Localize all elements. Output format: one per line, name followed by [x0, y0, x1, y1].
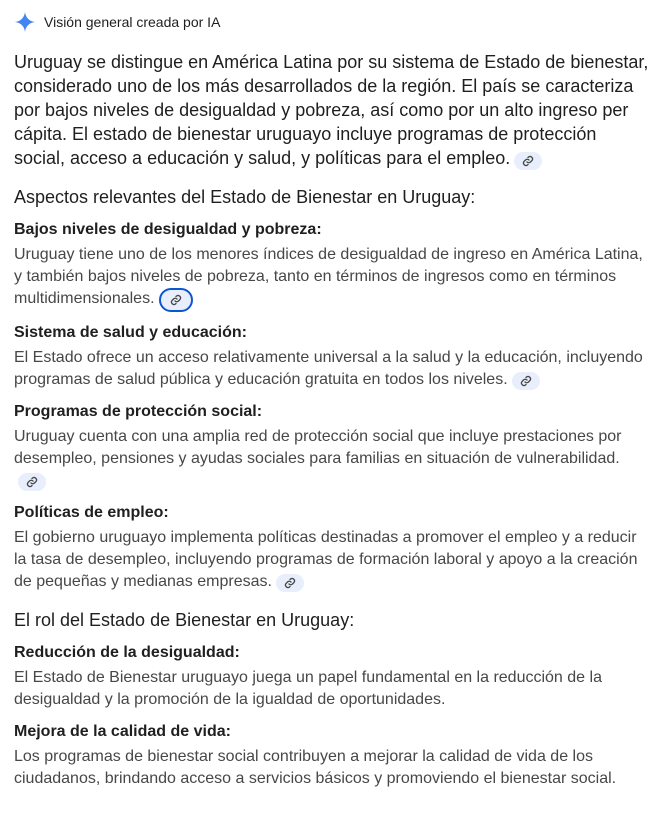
link-icon: [520, 375, 532, 387]
item-title: Sistema de salud y educación:: [14, 324, 247, 341]
list-item: [14, 502, 650, 593]
link-icon: [522, 155, 534, 167]
item-text: El gobierno uruguayo implementa políticas destinadas a promover el empleo y a reducir la tasa de desempleo, incluyendo programas de formación laboral y apoyo a la creación de pequeñas y medianas empresas.: [14, 529, 638, 590]
item-title: Reducción de la desigualdad:: [14, 644, 240, 661]
item-body: [14, 347, 650, 391]
source-link-chip[interactable]: [512, 372, 540, 390]
source-link-chip[interactable]: [18, 473, 46, 491]
item-text: Uruguay tiene uno de los menores índices de desigualdad de ingreso en América Latina, y también bajos niveles de pobreza, tanto en términos de ingresos como en términos multidimensionales.: [14, 246, 643, 307]
ai-overview-header: [14, 0, 650, 44]
item-text: El Estado ofrece un acceso relativamente universal a la salud y la educación, incluyendo programas de salud pública y educación gratuita en todos los niveles.: [14, 349, 643, 388]
list-item: [14, 401, 650, 492]
link-icon: [170, 294, 182, 306]
item-body: El Estado de Bienestar uruguayo juega un papel fundamental en la reducción de la desigualdad y la promoción de la igualdad de oportunidades.: [14, 669, 602, 708]
source-link-chip[interactable]: [276, 574, 304, 592]
list-item: [14, 219, 650, 312]
item-body: [14, 244, 650, 312]
source-link-chip[interactable]: [514, 152, 542, 170]
item-body: [14, 426, 650, 492]
item-title: Programas de protección social:: [14, 403, 263, 420]
item-title: Mejora de la calidad de vida:: [14, 723, 231, 740]
list-item: [14, 642, 650, 711]
list-item: [14, 322, 650, 391]
item-body: Los programas de bienestar social contribuyen a mejorar la calidad de vida de los ciudadanos, brindando acceso a servicios básicos y promoviendo el bienestar social.: [14, 748, 617, 787]
link-icon: [26, 476, 38, 488]
list-item: [14, 721, 650, 790]
intro-text: Uruguay se distingue en América Latina por su sistema de Estado de bienestar, considerado uno de los más desarrollados de la región. El país se caracteriza por bajos niveles de desigualdad y pobreza, así como por un alto ingreso per cápita. El estado de bienestar uruguayo incluye programas de protección social, acceso a educación y salud, y políticas para el empleo.: [14, 52, 649, 168]
source-link-chip[interactable]: [159, 288, 193, 312]
item-text: Uruguay cuenta con una amplia red de protección social que incluye prestaciones por desempleo, pensiones y ayudas sociales para familias en situación de vulnerabilidad.: [14, 428, 622, 467]
item-title: Políticas de empleo:: [14, 504, 169, 521]
ai-overview-title: Visión general creada por IA: [44, 14, 221, 30]
intro-paragraph: [14, 50, 650, 170]
item-body: [14, 527, 650, 593]
link-icon: [284, 577, 296, 589]
item-title: Bajos niveles de desigualdad y pobreza:: [14, 221, 322, 238]
sparkle-icon: [14, 11, 36, 33]
section-heading-aspects: Aspectos relevantes del Estado de Bienestar en Uruguay:: [14, 187, 476, 207]
section-heading-role: El rol del Estado de Bienestar en Uruguay:: [14, 610, 355, 630]
